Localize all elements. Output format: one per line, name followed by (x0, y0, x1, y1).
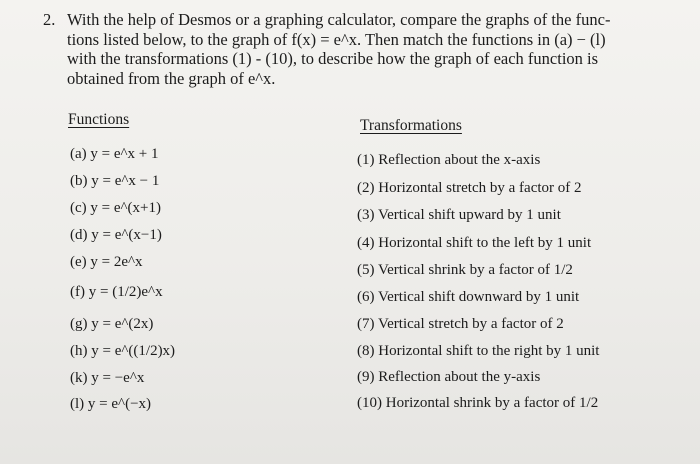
transformation-item: (1) Reflection about the x-axis (357, 152, 541, 168)
transformation-item: (4) Horizontal shift to the left by 1 unit (357, 235, 592, 251)
problem-line-2: tions listed below, to the graph of f(x) = e^x. Then match the functions in (a) − (l) (67, 29, 606, 49)
function-item: (b) y = e^x − 1 (70, 173, 160, 189)
function-item: (c) y = e^(x+1) (70, 200, 162, 216)
function-item: (d) y = e^(x−1) (70, 227, 162, 243)
problem-number: 2. (43, 10, 56, 29)
transformation-item: (10) Horizontal shrink by a factor of 1/2 (357, 395, 599, 411)
transformation-item: (7) Vertical stretch by a factor of 2 (357, 316, 564, 332)
problem-line-3: with the transformations (1) - (10), to describe how the graph of each function is (67, 49, 599, 68)
transformation-item: (3) Vertical shift upward by 1 unit (357, 207, 561, 223)
transformation-item: (8) Horizontal shift to the right by 1 unit (357, 343, 600, 359)
problem-line-4: obtained from the graph of e^x. (67, 68, 276, 88)
function-item: (a) y = e^x + 1 (70, 146, 159, 162)
transformation-item: (5) Vertical shrink by a factor of 1/2 (357, 262, 573, 278)
function-item: (l) y = e^(−x) (70, 396, 152, 412)
problem-line-1: With the help of Desmos or a graphing calculator, compare the graphs of the func- (67, 10, 611, 29)
transformation-item: (9) Reflection about the y-axis (357, 369, 541, 385)
function-item: (h) y = e^((1/2)x) (70, 343, 176, 359)
function-item: (k) y = −e^x (70, 370, 145, 386)
function-item: (g) y = e^(2x) (70, 316, 154, 332)
function-item: (e) y = 2e^x (70, 254, 143, 270)
problem-text (67, 10, 679, 88)
transformations-heading: Transformations (360, 117, 462, 134)
function-item: (f) y = (1/2)e^x (70, 284, 163, 300)
functions-heading: Functions (68, 111, 130, 128)
transformation-item: (6) Vertical shift downward by 1 unit (357, 289, 580, 305)
transformation-item: (2) Horizontal stretch by a factor of 2 (357, 180, 582, 196)
